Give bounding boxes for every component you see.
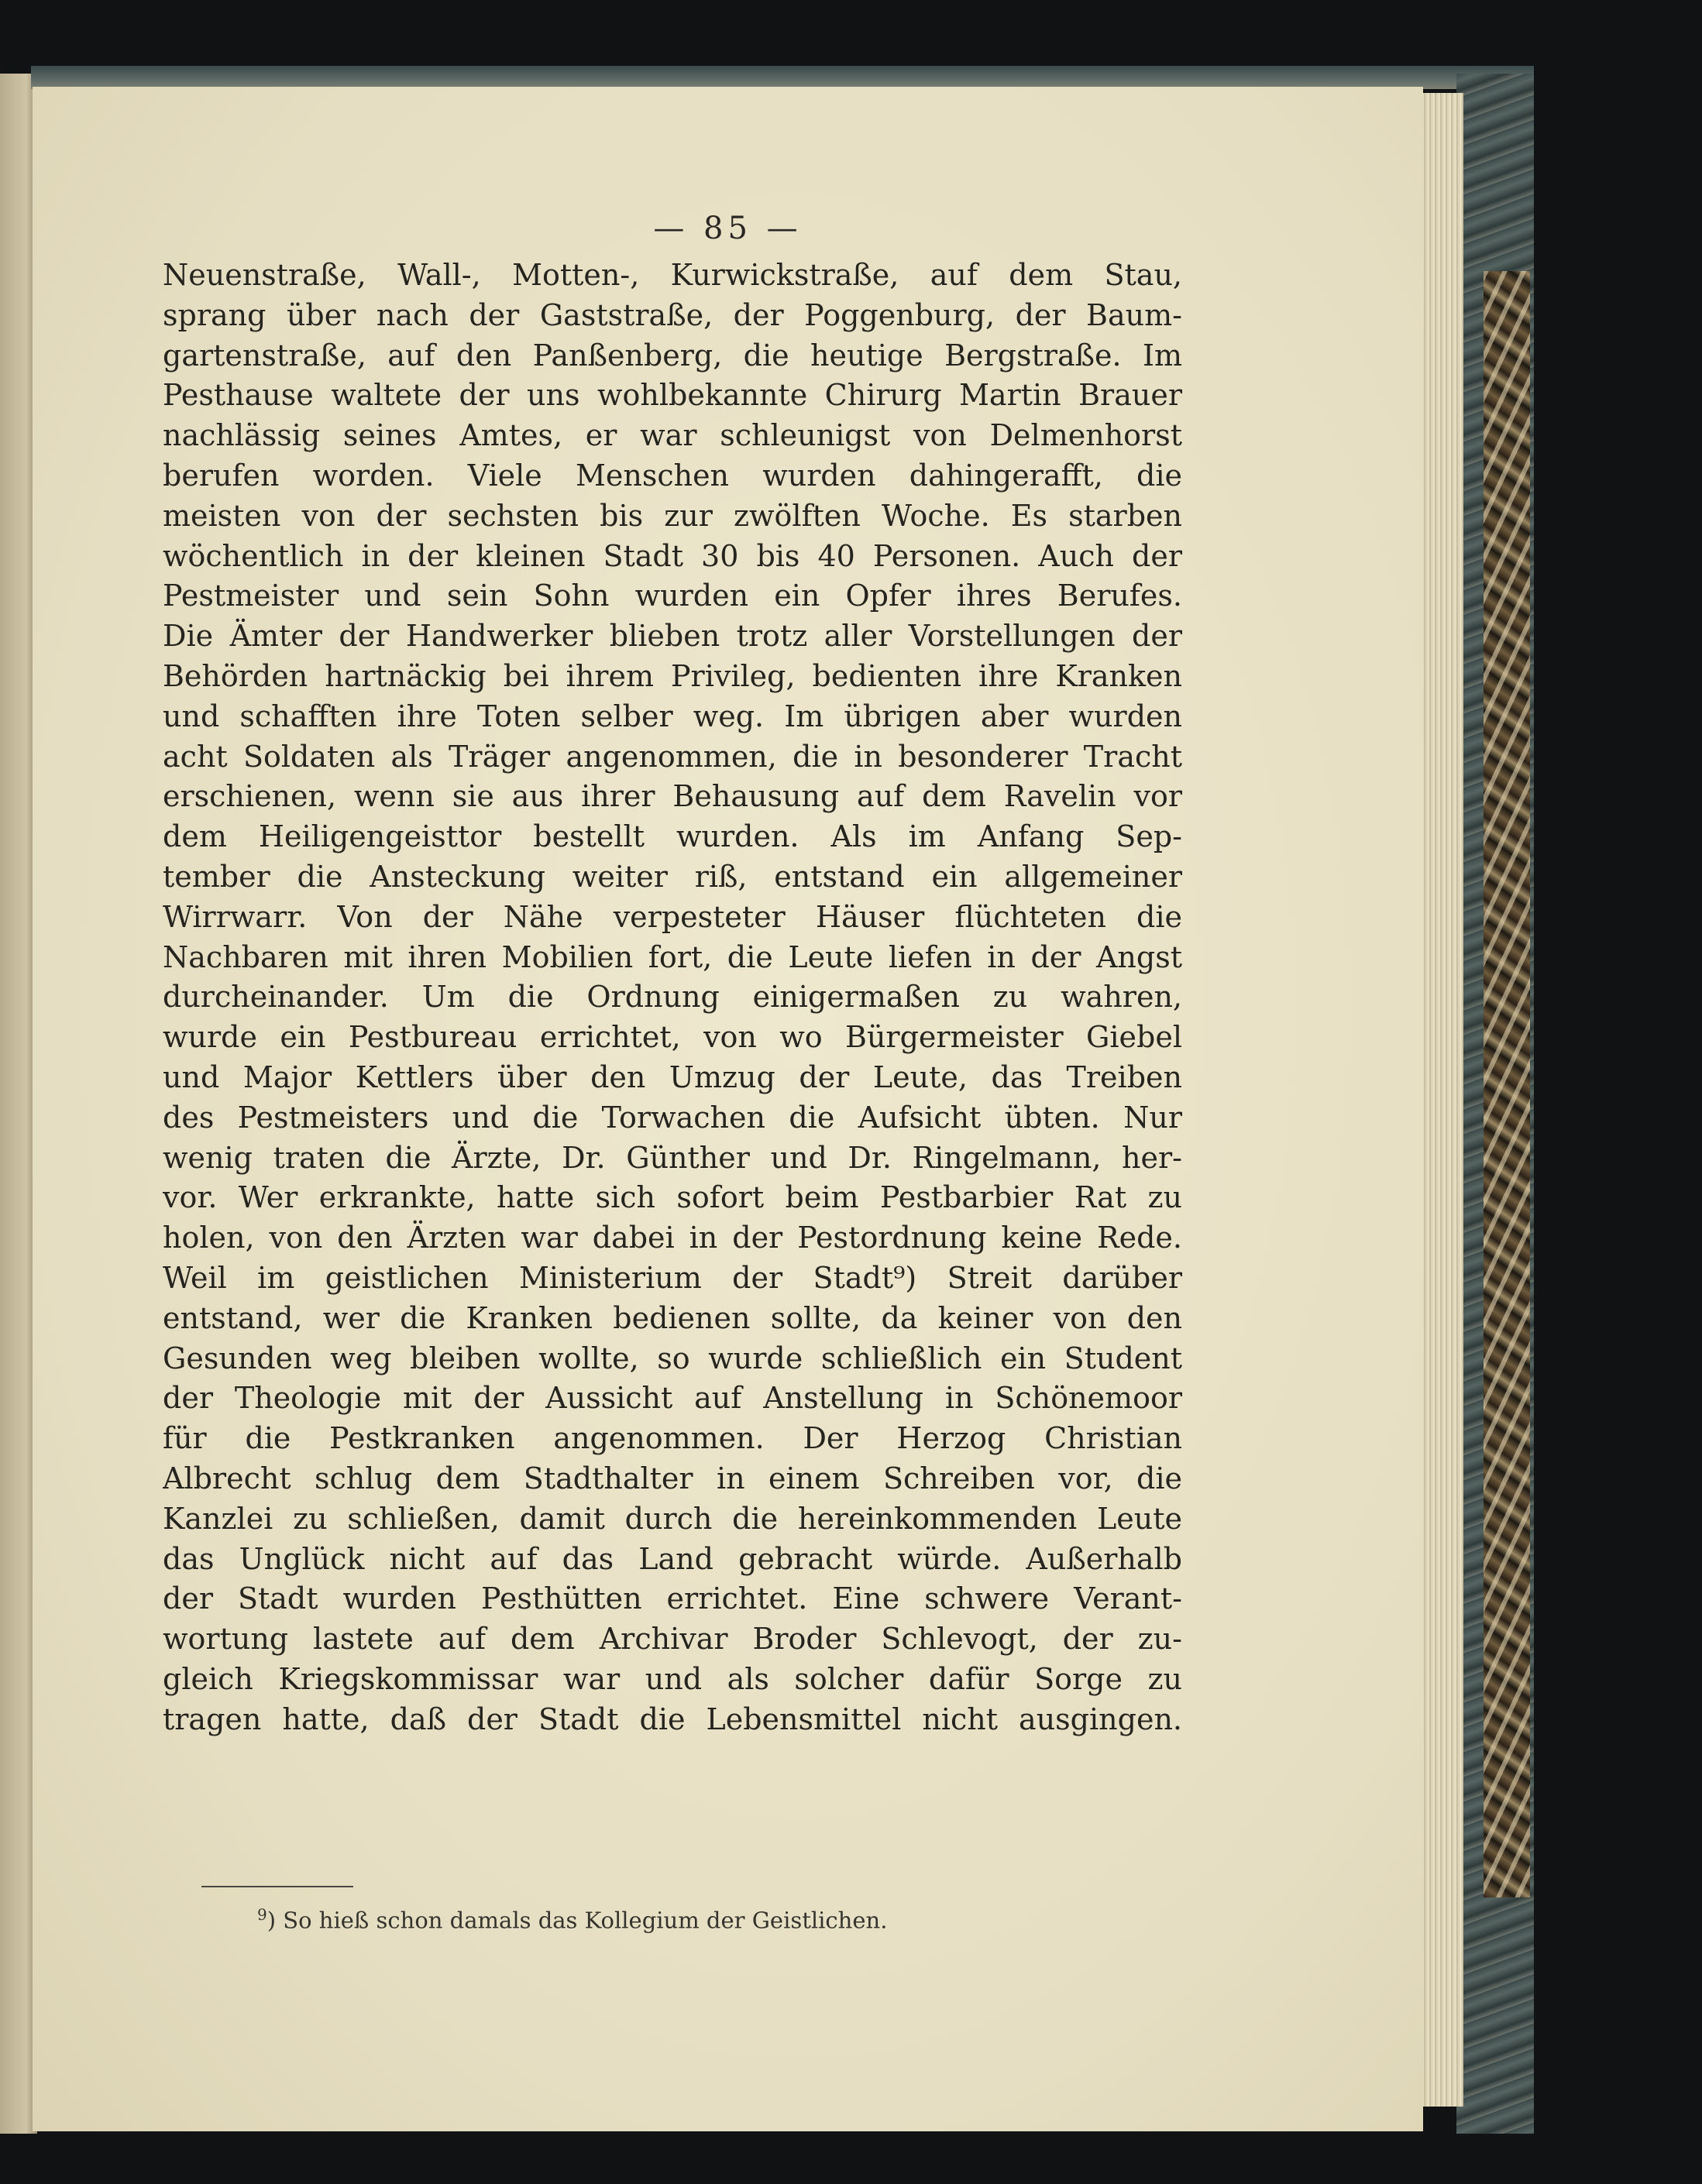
text-line: wurde ein Pestbureau errichtet, von wo Bürgermeister Giebel [163,1020,1182,1055]
text-line: Pestmeister und sein Sohn wurden ein Opfer ihres Berufes. [163,579,1182,613]
text-line: Neuenstraße, Wall-, Motten-, Kurwickstraße, auf dem Stau, [163,258,1182,292]
text-line: entstand, wer die Kranken bedienen sollte, da keiner von den [163,1300,1182,1335]
footnote-mark: 9 [257,1905,267,1924]
text-line: Wirrwarr. Von der Nähe verpesteter Häuser flüchteten die [163,899,1182,934]
marbled-cover-edge [1484,271,1530,1897]
text-line: und schafften ihre Toten selber weg. Im übrigen aber wurden [163,699,1182,733]
text-line: Die Ämter der Handwerker blieben trotz aller Vorstellungen der [163,619,1182,654]
text-line: durcheinander. Um die Ordnung einigermaßen zu wahren, [163,980,1182,1015]
text-line: Nachbaren mit ihren Mobilien fort, die Leute liefen in der Angst [163,939,1182,974]
text-line: gleich Kriegskommissar war und als solcher dafür Sorge zu [163,1661,1182,1696]
text-line: sprang über nach der Gaststraße, der Poggenburg, der Baum- [163,297,1182,332]
text-line: holen, von den Ärzten war dabei in der Pestordnung keine Rede. [163,1221,1182,1255]
text-line: vor. Wer erkrankte, hatte sich sofort beim Pestbarbier Rat zu [163,1180,1182,1215]
book-page [33,87,1423,2131]
text-line: acht Soldaten als Träger angenommen, die in besonderer Tracht [163,739,1182,774]
text-line: dem Heiligengeisttor bestellt wurden. Als im Anfang Sep- [163,819,1182,854]
text-line: und Major Kettlers über den Umzug der Leute, das Treiben [163,1059,1182,1094]
text-line: für die Pestkranken angenommen. Der Herzog Christian [163,1421,1182,1456]
text-line: gartenstraße, auf den Panßenberg, die heutige Bergstraße. Im [163,338,1182,373]
book-cover-top-edge [31,66,1534,89]
text-line: meisten von der sechsten bis zur zwölften Woche. Es starben [163,498,1182,533]
page-number: — 85 — [653,211,803,246]
left-facing-page-edge [0,74,37,2134]
footnote [257,1905,1109,1934]
text-line: tragen hatte, daß der Stadt die Lebensmittel nicht ausgingen. [163,1702,1182,1736]
text-line: Gesunden weg bleiben wollte, so wurde schließlich ein Student [163,1341,1182,1375]
footnote-divider [201,1886,353,1887]
text-line: das Unglück nicht auf das Land gebracht würde. Außerhalb [163,1541,1182,1576]
body-text [163,256,1182,1739]
text-line: des Pestmeisters und die Torwachen die Aufsicht übten. Nur [163,1100,1182,1135]
text-line: der Stadt wurden Pesthütten errichtet. Eine schwere Verant- [163,1581,1182,1616]
text-line: Pesthause waltete der uns wohlbekannte Chirurg Martin Brauer [163,378,1182,413]
text-line: wenig traten die Ärzte, Dr. Günther und Dr. Ringelmann, her- [163,1140,1182,1175]
text-line: erschienen, wenn sie aus ihrer Behausung auf dem Ravelin vor [163,779,1182,814]
text-line: Weil im geistlichen Ministerium der Stadt⁹) Streit darüber [163,1260,1182,1295]
text-line: berufen worden. Viele Menschen wurden dahingerafft, die [163,458,1182,493]
text-line: Kanzlei zu schließen, damit durch die hereinkommenden Leute [163,1501,1182,1536]
text-line: der Theologie mit der Aussicht auf Anstellung in Schönemoor [163,1381,1182,1416]
page-stack-edge [1419,93,1463,2107]
text-line: Albrecht schlug dem Stadthalter in einem Schreiben vor, die [163,1461,1182,1495]
text-line: tember die Ansteckung weiter riß, entstand ein allgemeiner [163,859,1182,894]
text-line: nachlässig seines Amtes, er war schleunigst von Delmenhorst [163,418,1182,453]
footnote-text: ) So hieß schon damals das Kollegium der Geistlichen. [266,1907,888,1934]
text-line: wöchentlich in der kleinen Stadt 30 bis 40 Personen. Auch der [163,538,1182,573]
text-line: Behörden hartnäckig bei ihrem Privileg, bedienten ihre Kranken [163,658,1182,693]
text-line: wortung lastete auf dem Archivar Broder Schlevogt, der zu- [163,1622,1182,1657]
